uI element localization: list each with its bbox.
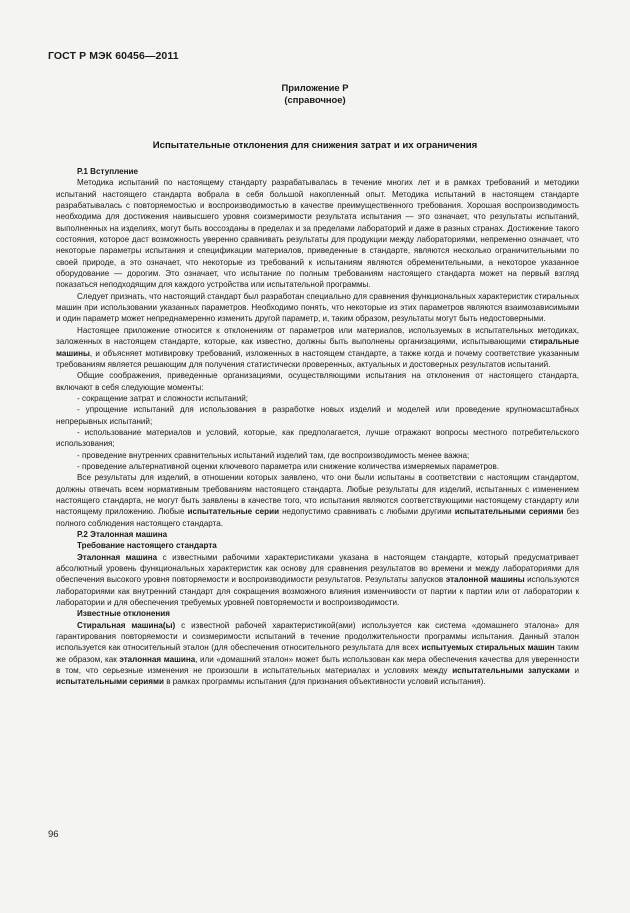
- term: Эталонная машина: [77, 552, 158, 562]
- standard-header: ГОСТ Р МЭК 60456—2011: [48, 50, 179, 62]
- list-item: - проведение внутренних сравнительных испытаний изделий там, где воспроизводимость менее важна;: [77, 450, 470, 460]
- paragraph: Методика испытаний по настоящему стандарту разрабатывалась в течение многих лет и в рамках требований и методики испытаний настоящего стандарта вобрала в себя большой накопленный опыт. Методика испытаний в настоящем стандарте разрабатывалась с повторяемостью и воспроизводимостью в качестве преимущественного требования. Хорошая воспроизводимость необходима для достижения наивысшего уровня соизмеримости результата испытания — это означает, что результаты испытаний, выполненных на изделиях, могут быть воссозданы в пределах и за пределами лабораторий и даже в разных странах. Достижение такого состояния, которое даст возможность уверенно сравнивать результаты для продукции между лабораториями, непременно означает, что некоторые параметры испытания и спецификации материалов, приведенные в стандарте, являются несколько ограничительными по своей природе, а это означает, что некоторые из требований к испытаниям являются обременительными, а некоторое указанное оборудование — дорогим. Это означает, что испытание по полным требованиям настоящего стандарта может на первый взгляд показаться неподходящим для каждого устройства или испытательной программы.: [56, 178, 579, 290]
- document-body: [56, 166, 579, 688]
- paragraph: [56, 472, 579, 529]
- list-item: - сокращение затрат и сложности испытаний;: [77, 393, 249, 403]
- list-item: - использование материалов и условий, которые, как предполагается, лучше отражают вопросы местного потребительского использования;: [56, 427, 579, 449]
- section-heading-p1: Р.1 Вступление: [77, 167, 138, 176]
- list-item: - проведение альтернативной оценки ключевого параметра или снижение количества измеряемых параметров.: [77, 461, 500, 471]
- text-run: таким же образом, как: [56, 643, 579, 664]
- term: испытательными сериями: [56, 677, 164, 687]
- appendix-subtitle: (справочное): [284, 94, 346, 105]
- term: испытуемых стиральных машин: [421, 643, 555, 653]
- text-run: Все результаты для изделий, в отношении которых заявлено, что они были испытаны в соответствии с настоящим стандартом, должны отвечать всем нормативным требованиям настоящего стандарта. Любые результаты для изделий, испытанных с изменением настоящего стандарта, не могут быть заявлены в качестве того, что испытания являются соответствующими настоящему стандарту или настоящему приложению. Любые: [56, 473, 579, 517]
- text-run: , и объясняет мотивировку требований, изложенных в настоящем стандарте, а также когда и почему соответствие указанным требованиям является решающим для получения статистически проверенных, актуальных и достоверных результатов испытаний.: [56, 348, 579, 369]
- subsection-heading: Требование настоящего стандарта: [77, 541, 217, 551]
- term: эталонная машина: [119, 654, 196, 664]
- term: эталонной машины: [445, 575, 525, 585]
- text-run: Настоящее приложение относится к отклонениям от параметров или материалов, используемых в испытательных методиках, заложенных в настоящем стандарте, которые, как известно, должны быть выполнены организациями, испытывающими: [56, 325, 579, 347]
- term: испытательные серии: [187, 507, 280, 517]
- list-item: - упрощение испытаний для использования в разработке новых изделий и моделей или проведение крупномасштабных непрерывных испытаний;: [56, 405, 579, 426]
- text-run: с известной рабочей характеристикой(ами) используется как система «домашнего эталона» для гарантирования повторяемости и соизмеримости испытаний в течение продолжительности программы испытания. Данный эталон используется как относительный эталон (для обеспечения относительного результата для всех: [56, 620, 579, 653]
- text-run: без полного соблюдения настоящего стандарта.: [56, 507, 580, 528]
- text-run: используются лабораториями как внутренний стандарт для сокращения возможного влияния изменчивости от партии к партии или от лаборатории к лаборатории и для обеспечения требуемых уровней повторяемости и воспроизводимости.: [56, 575, 579, 608]
- subsection-heading: Известные отклонения: [77, 609, 170, 619]
- text-run: , или «домашний эталон» может быть использован как мера обеспечения качества для уверенности в том, что серьезные изменения не произошли в испытательных материалах и условиях между: [56, 654, 579, 676]
- appendix-heading: [0, 82, 630, 106]
- term: Стиральная машина(ы): [77, 620, 176, 630]
- term: испытательными запусками: [452, 666, 570, 676]
- term: стиральные машины: [56, 337, 579, 358]
- text-run: с известными рабочими характеристиками указана в настоящем стандарте, который предусматривает абсолютный уровень функциональных характеристик как основу для сравнения результатов во времени и между лабораториями для обеспечения высокого уровня повторяемости и воспроизводимости результатов. Результаты запусков: [56, 552, 579, 585]
- main-title: Испытательные отклонения для снижения затрат и их ограничения: [152, 140, 478, 151]
- paragraph: [56, 325, 579, 370]
- appendix-title: Приложение Р: [281, 82, 349, 93]
- text-run: недопустимо сравнивать с любыми другими: [279, 507, 455, 517]
- page-number: 96: [48, 829, 59, 840]
- section-heading-p2: Р.2 Эталонная машина: [77, 530, 168, 539]
- term: испытательными сериями: [454, 507, 564, 517]
- text-run: в рамках программы испытания (для признания объективности условий испытания).: [163, 677, 486, 687]
- paragraph: Следует признать, что настоящий стандарт был разработан специально для сравнения функциональных характеристик стиральных машин при использовании указанных параметров. Необходимо понять, что некоторые из этих параметров являются взаимозависимыми и один параметр может непреднамеренно изменить другой параметр, и, таким образом, результаты могут быть недостоверными.: [56, 291, 579, 324]
- text-run: и: [569, 666, 579, 676]
- paragraph: Общие соображения, приведенные организациями, осуществляющими испытания на отклонения от настоящего стандарта, включают в себя следующие моменты:: [56, 371, 579, 392]
- paragraph: [56, 620, 579, 688]
- paragraph: [56, 552, 579, 609]
